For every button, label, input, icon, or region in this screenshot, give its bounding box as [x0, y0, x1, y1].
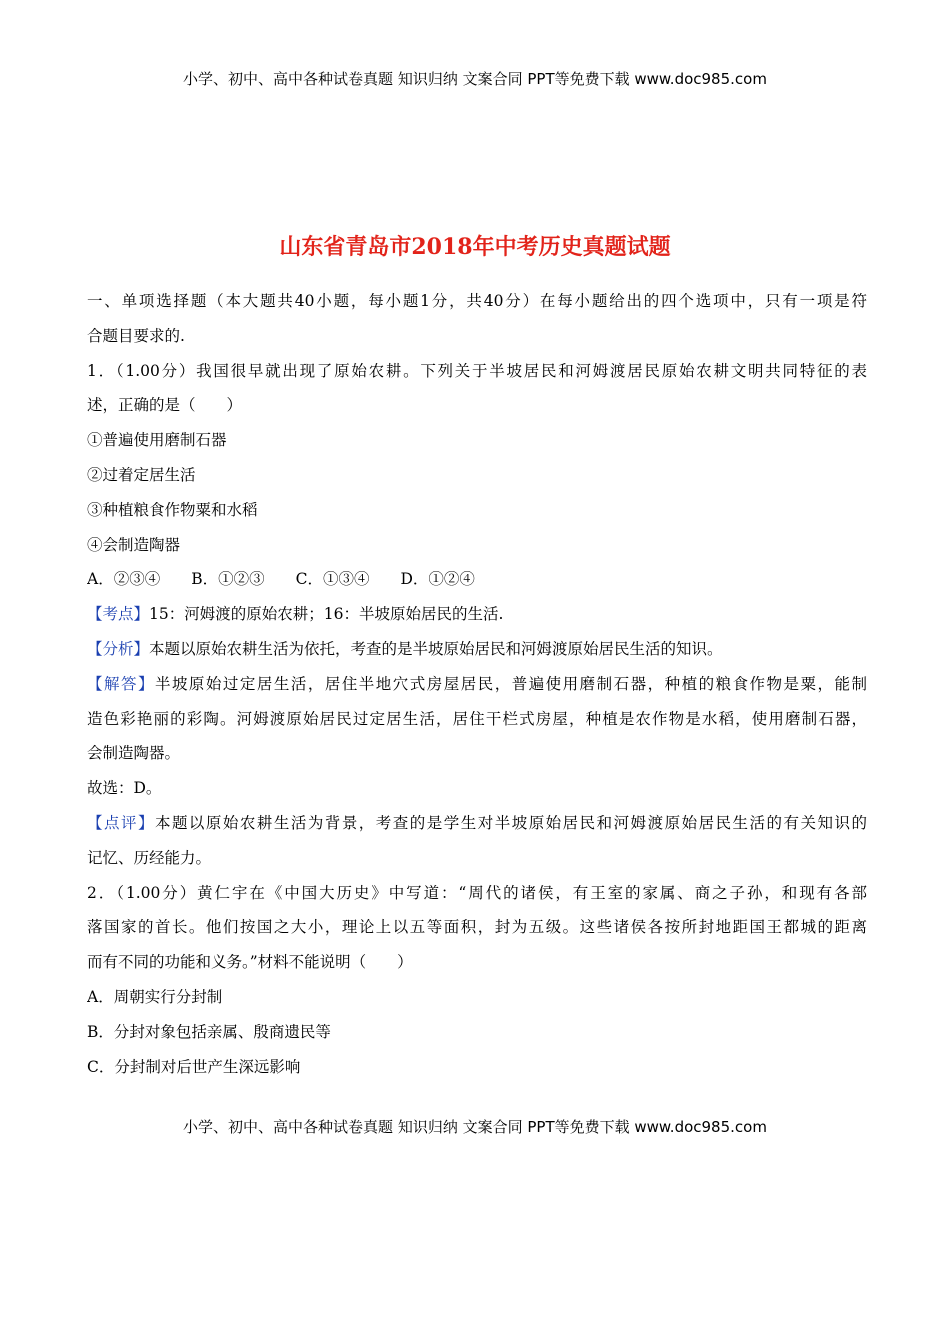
question-2-option-b: B．分封对象包括亲属、殷商遗民等 — [87, 1022, 331, 1041]
question-2-stem-line-1: 2．（1.00分）黄仁宇在《中国大历史》中写道：“周代的诸侯，有王室的家属、商之子孙，和现有各部 — [87, 883, 867, 902]
question-1-jieda-line-1 — [87, 667, 867, 702]
document-title: 山东省青岛市2018年中考历史真题试题 — [279, 234, 671, 260]
section-intro-line-2: 合题目要求的. — [87, 326, 185, 345]
question-1-choices: A．②③④ B．①②③ C．①③④ D．①②④ — [87, 570, 475, 589]
section-intro-line-1: 一、单项选择题（本大题共40小题，每小题1分，共40分）在每小题给出的四个选项中，只有一项是符 — [87, 292, 867, 310]
question-1-dianping-line-1 — [87, 806, 867, 841]
question-1-dianping-line-2: 记忆、历经能力。 — [87, 848, 212, 867]
dianping-text-1: 本题以原始农耕生活为背景，考查的是学生对半坡原始居民和河姆渡原始居民生活的有关知识的 — [154, 813, 867, 832]
question-1-stem-line-1: 1．（1.00分）我国很早就出现了原始农耕。下列关于半坡居民和河姆渡居民原始农耕文明共同特征的表 — [87, 361, 867, 380]
question-2-stem-line-2: 落国家的首长。他们按国之大小，理论上以五等面积，封为五级。这些诸侯各按所封地距国王都城的距离 — [87, 918, 867, 937]
jieda-tag: 【解答】 — [87, 674, 155, 693]
question-1-option-2: ②过着定居生活 — [87, 465, 196, 484]
page-footer: 小学、初中、高中各种试卷真题 知识归纳 文案合同 PPT等免费下载 www.doc985.com — [183, 1118, 767, 1136]
fenxi-text: 本题以原始农耕生活为依托，考查的是半坡原始居民和河姆渡原始居民生活的知识。 — [149, 639, 723, 658]
question-1-jieda-line-2: 造色彩艳丽的彩陶。河姆渡原始居民过定居生活，居住干栏式房屋，种植是农作物是水稻，使用磨制石器， — [87, 709, 867, 728]
question-1-option-3: ③种植粮食作物粟和水稻 — [87, 500, 258, 519]
question-1-jieda-line-3: 会制造陶器。 — [87, 744, 181, 763]
question-1-kaodian — [87, 597, 867, 632]
document-body — [87, 284, 867, 1084]
question-1-option-1: ①普遍使用磨制石器 — [87, 431, 227, 450]
dianping-tag: 【点评】 — [87, 813, 155, 832]
question-2-option-a: A．周朝实行分封制 — [87, 987, 223, 1006]
kaodian-tag: 【考点】 — [87, 605, 150, 624]
kaodian-text: 15：河姆渡的原始农耕；16：半坡原始居民的生活. — [149, 605, 504, 624]
jieda-text-1: 半坡原始过定居生活，居住半地穴式房屋居民，普遍使用磨制石器，种植的粮食作物是粟，能制 — [154, 674, 867, 693]
page-header: 小学、初中、高中各种试卷真题 知识归纳 文案合同 PPT等免费下载 www.doc985.com — [183, 70, 767, 88]
question-1-answer: 故选：D。 — [87, 779, 162, 798]
question-2-option-c: C．分封制对后世产生深远影响 — [87, 1057, 301, 1076]
question-1-fenxi — [87, 632, 867, 667]
question-2-stem-line-3: 而有不同的功能和义务。”材料不能说明（ ） — [87, 953, 413, 972]
question-1-option-4: ④会制造陶器 — [87, 535, 181, 554]
question-1-stem-line-2: 述，正确的是（ ） — [87, 396, 243, 415]
fenxi-tag: 【分析】 — [87, 639, 150, 658]
